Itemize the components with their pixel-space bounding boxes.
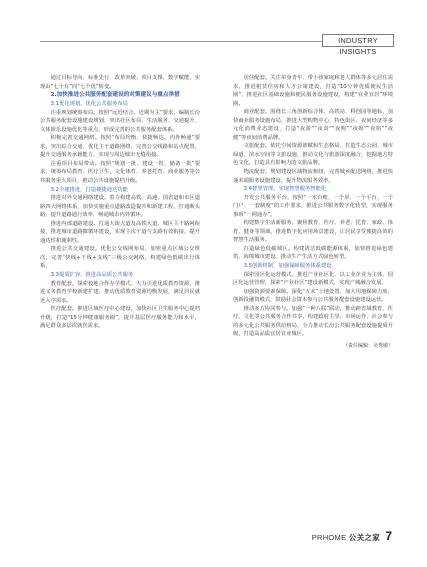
body-paragraph: 推动多方协同参与。加强“一种八联”联动，推动跨省域教育、医疗、文化等公共服务合作共享，构建政府主导、市场运作、社会参与的多元化公共服务供给格局，全力推动长汾公共服务配套设施提质升级，打造高品质宜居宜业城区。 [233,305,393,338]
body-paragraph: 积极完善交通网络。按照“布局均衡、快捷畅达、内外畅通”要求，突出综合交通、优化主干道路网络，完善公交线路和站点配置，提升交通服务承载能力，实现与周边城市无缝衔接。 [40,135,200,159]
subsection-heading: 3.5创新机制，加强保障服务体系建设 [243,263,332,270]
footer-brand-cn: 公关之家 [348,533,380,542]
body-paragraph: 通过目标导向、标准先行、改革突破、项目支撑、数字赋能，实现由“七个有”向“七个优”转变。 [40,75,200,90]
body-paragraph: 商业配套。围绕长三角创新综合体、高铁站、科创园等地标，加快商业服务设施布局，推进大型购物中心、特色街区、夜间经济等多元化消费业态建设，打造“夜游”“夜食”“夜购”“夜娱”“夜宿”“夜健”等夜间消费品牌。 [233,109,393,141]
footer-brand-latin: PRHOME [311,533,347,542]
body-paragraph: 探索园区化运营模式。推进产业社区化、以工业企业为主体、园区化运营管理，探索“产业社区”建设新模式，实现产城融合发展。 [233,271,393,287]
body-paragraph: 居住配套。关注单身青年、带小孩家庭和老人群体等多元居住需求，推进租赁住房和人才公寓建设，打造“10分钟优质便民生活圈”，推进社区基础设施和便民服务设施建设，构建“宜业宜居”环境圈。 [233,75,393,107]
body-paragraph: 推进内部道路建设。打通大街大道及高铁大道、城区主干路网衔接，推进城市道路微循环建设，实现主次干道与支路有效衔接，提升通达性和便利性。 [40,220,200,244]
section-heading: 2.加快推进公共服务配套建设的对策建议与重点举措 [50,92,180,99]
article-column-right-body [233,74,393,339]
body-paragraph: 推进公共交通建设。优化公交线网布局，加密重点区域公交班次，完善“快线+干线+支线”三级公交网络，构建绿色低碳出行体系。 [40,246,200,270]
page-number: 7 [385,529,392,543]
subsection-heading: 3.3提质扩容，推进高品质公共服务 [50,272,134,279]
article-column-right [233,74,393,524]
footer-brand [312,532,380,543]
page-footer [0,531,427,545]
body-paragraph: 注重项目布局带动。按照“规划一批、建设一批、储备一批”要求，统筹布局教育、医疗卫生、文化体育、养老托育、商业服务等公共服务重大项目，推动公共设施提档升级。 [40,160,200,185]
body-paragraph: 注重规划统筹布局。按照“远近结合、近期为主”要求，编制长汾公共服务配套设施建设规划，突出社区布局、生活服务、交通提升、文体娱乐设施优化等重点，形成完善的公共服务配套体系。 [40,109,200,133]
body-paragraph: 教育配套。探索校地合作办学模式，大力引进优质教育资源，推进义务教育学校新建扩建，推动优质教育资源均衡发展，满足居民就近入学需求。 [40,280,200,304]
subsection-heading: 3.4智慧管理，实现智慧服务智能化 [243,186,327,193]
header-rule [40,41,322,42]
body-paragraph: 推进对外交通网络建设。着力构建高铁、高速、国省道和市区道路四大网络体系，加快实施重点道路改造提升和新建工程，打通断头路，提升道路通行效率，畅通城市内外循环。 [40,195,200,219]
body-paragraph: 打造绿色低碳城区。构建清洁低碳能源体系，加快推进绿色建筑、海绵城市建设，推动生产生活方式绿色转型。 [233,245,393,261]
body-paragraph: 医疗配套。推进区域医疗中心建设，加快社区卫生服务中心提档升级，打造“15分钟健康服务圈”，提升基层医疗服务能力和水平，满足群众多层次就医需求。 [40,306,200,330]
editor-credit: （责任编辑：吴秀敏） [342,342,393,349]
section-tag: INDUSTRY INSIGHTS [322,34,394,47]
subsection-heading: 3.2全速推进，打造便捷通达功能 [50,186,128,193]
article-column-left [40,74,200,524]
body-paragraph: 构建数字生活新服务。聚焦教育、医疗、养老、托育、家政、体育、健身等领域，推进数字化应用场景建设，让居民享受便捷高效的智慧生活服务。 [233,220,393,244]
body-paragraph: 开发公共服务平台。按照“一本台账、一个屏、一个平台、一个门户、一套制度”的工作要求，推进公共服务数字化转型，实现服务事项“一网通办”。 [233,194,393,218]
body-paragraph: 加强资源要素保障。深化“五未”土地处置，加大用地保障力度，创新投融资模式，鼓励社会资本参与公共服务配套设施建设运营。 [233,288,393,304]
body-paragraph: 物流配套。规划建设区域物流枢纽，完善城乡配送网络，推进快递末端服务设施建设，提升物流服务效率。 [233,169,393,184]
body-paragraph: 文旅配套。依托空间资源禀赋和生态格局，打造生态公园、城市绿道、滨水空间等文旅设施，推动文化与旅游深度融合，挖掘地方特色文化，打造具有影响力的文旅品牌。 [233,143,393,167]
subsection-heading: 3.1优化规划，优化公共服务布局 [50,101,128,108]
